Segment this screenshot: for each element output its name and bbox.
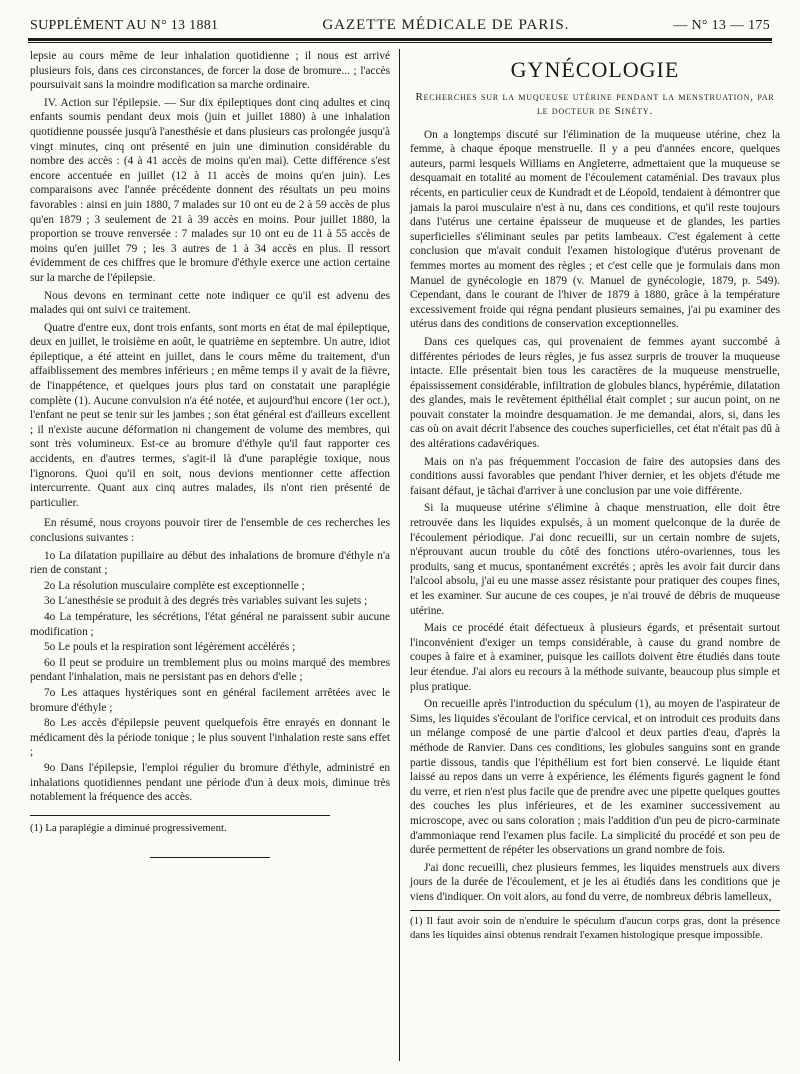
footnote-rule (30, 815, 330, 816)
paragraph: On a longtemps discuté sur l'élimination de la muqueuse utérine, chez la femme, à chaque époque menstruelle. Il y a peu d'années encore, quelques auteurs, parmi lesquels Williams en Angleterre, admettaient que la muqueuse se desquamait en totalité au moment de l'écoulement cataménial. Des travaux plus récents, en particulier ceux de Kundradt et de Léopold, tendaient à démontrer que jamais la paroi musculaire n'est à nu, dans ces conditions, et qu'il reste toujours dans l'utérus une certaine épaisseur de muqueuse et de glandes, les parties superficielles s'éliminant seules par petits lambeaux. C'est également à cette conclusion que m'avait conduit l'examen histologique d'utérus provenant de femmes mortes au moment des règles ; et c'est celle que je formulais dans mon Manuel de gynécologie en 1879 (v. Manuel de gynécologie, 1879, p. 549). Cependant, dans le courant de l'hiver de 1879 à 1880, grâce à la température excessivement froide qui régna pendant plusieurs semaines, j'ai pu examiner des utérus dans des conditions de conservation exceptionnelles. (410, 128, 780, 331)
paragraph: Dans ces quelques cas, qui provenaient de femmes ayant succombé à différentes périodes de leurs règles, je fus assez surpris de trouver la muqueuse intacte. Elle présentait bien tous les caractères de la muqueuse menstruelle, épaississement considérable, infiltration de globules blancs, hypérémie, dilatation des glandes, mais le revêtement épithélial était complet ; sur aucun point, on ne pouvait constater la moindre desquamation. Je me demandai, alors, si, dans les cas où on avait décrit l'absence des couches superficielles, cet état n'était pas dû à des altérations cadavériques. (410, 335, 780, 451)
header-rule-thin (28, 42, 772, 43)
conclusion-item: 7o Les attaques hystériques sont en général facilement arrêtées avec le bromure d'éthyle ; (30, 686, 390, 714)
article-subtitle: Recherches sur la muqueuse utérine pendant la menstruation, par le docteur de Sinéty. (415, 90, 775, 117)
running-header (30, 12, 770, 34)
left-column (30, 49, 390, 858)
paragraph: IV. Action sur l'épilepsie. — Sur dix épileptiques dont cinq adultes et cinq enfants soumis pendant deux mois (juin et juillet 1880) à une inhalation quotidienne poussée jusqu'à l'anesthésie et dans plusieurs cas prolongée jusqu'à vingt minutes, cinq ont présenté en juin une diminution considérable du nombre des accès : (4 à 41 accès de moins qu'en mai). Cette différence s'est encore accentuée en juillet (12 à 11 accès de moins qu'en juin). Les comparaisons avec l'année précédente donnent des résultats un peu moins favorables : ainsi en juin 1880, 7 malades sur 10 ont eu de 2 à 59 accès de plus qu'en 1879 ; 3 seulement de 21 à 39 accès en moins. Pour juillet 1880, la proportion se trouve renversée : 7 malades sur 10 ont eu de 11 à 55 accès de moins qu'en juillet 79 ; les 3 autres de 1 à 34 accès en plus. Il ressort évidemment de ces chiffres que le bromure d'éthyle exerce une action certaine sur la marche de l'épilepsie. (30, 96, 390, 284)
end-rule (150, 857, 270, 858)
paragraph: On recueille après l'introduction du spéculum (1), au moyen de l'aspirateur de Sims, les liquides s'écoulant de l'orifice cervical, et on introduit ces produits dans un mélange composé de une partie d'alcool et deux parties d'eau, d'après la méthode de Ranvier. Dans ces conditions, les globules sanguins sont en grande partie dissous, tandis que l'épithélium est fort bien conservé. Le liquide étant laissé au repos dans un verre à expérience, les éléments figurés gagnent le fond du verre, et rien n'est plus facile que de prendre avec une pipette quelques gouttes des couches les plus inférieures, et de les examiner successivement au microscope, avec ou sans coloration ; mais l'addition d'un peu de picro-carminate d'ammoniaque rend l'examen plus facile. La simplicité du procédé et son peu de durée permettent de répéter les observations un grand nombre de fois. (410, 698, 780, 857)
header-left: SUPPLÉMENT AU N° 13 1881 (30, 18, 219, 33)
conclusion-item: 6o Il peut se produire un tremblement plus ou moins marqué des membres pendant l'inhalation, mais ne persistant pas en dehors d'elle ; (30, 656, 390, 684)
header-journal-title: GAZETTE MÉDICALE DE PARIS. (322, 17, 570, 33)
conclusions-list (30, 549, 390, 805)
header-rule-thick (28, 38, 772, 41)
conclusion-item: 2o La résolution musculaire complète est exceptionnelle ; (44, 579, 305, 592)
paragraph: Quatre d'entre eux, dont trois enfants, sont morts en état de mal épileptique, deux en juillet, le troisième en août, le quatrième en septembre. Un autre, idiot épileptique, a été atteint en juillet, dans le cours même du traitement, d'un affaiblissement des membres inférieurs ; en même temps il y avait de la fièvre, de l'inappétence, et quelques jours plus tard on constatait une paraplégie complète (1). Aucune convulsion n'a été notée, et aujourd'hui encore (1er oct.), l'enfant ne peut se tenir sur les jambes ; son état général est d'ailleurs excellent ; il n'existe aucune déformation ni changement de volume des membres, qui sont très volumineux. Est-ce au bromure d'éthyle qu'il faut rapporter ces accidents, en d'autres termes, s'agit-il là d'une paraplégie toxique, nous l'ignorons. Quoi qu'il en soit, nous devions mentionner cette affection intercurrente. Quant aux cinq autres malades, ils n'ont rien présenté de particulier. (30, 321, 390, 509)
conclusion-item: 9o Dans l'épilepsie, l'emploi régulier du bromure d'éthyle, administré en inhalations quotidiennes pendant une période d'un à deux mois, diminue très notablement la fréquence des accès. (30, 761, 390, 804)
paragraph: lepsie au cours même de leur inhalation quotidienne ; il nous est arrivé plusieurs fois, dans ces circonstances, de forcer la dose de bromure... ; l'accès poursuivait sans la moindre modification sa marche ordinaire. (30, 50, 390, 92)
conclusion-item: 8o Les accès d'épilepsie peuvent quelquefois être enrayés en donnant le médicament dès la période tonique ; le plus souvent l'inhalation reste sans effet ; (30, 717, 390, 759)
paragraph: Mais ce procédé était défectueux à plusieurs égards, et présentait surtout l'inconvénient d'exiger un temps considérable, à cause du grand nombre de coupes à faire et à examiner, puisque les caillots doivent être étudiés dans toute leur étendue. J'ai alors eu recours à la méthode suivante, beaucoup plus simple et plus pratique. (410, 622, 780, 693)
paragraph: Nous devons en terminant cette note indiquer ce qu'il est advenu des malades qui ont suivi ce traitement. (30, 289, 390, 317)
header-page-number: — N° 13 — 175 (673, 18, 770, 33)
footnote: (1) Il faut avoir soin de n'enduire le spéculum d'aucun corps gras, dont la présence dans les liquides ainsi obtenus rendrait l'examen histologique presque impossible. (410, 915, 780, 941)
paragraph: En résumé, nous croyons pouvoir tirer de l'ensemble de ces recherches les conclusions suivantes : (30, 517, 390, 544)
conclusion-item: 3o L'anesthésie se produit à des degrés très variables suivant les sujets ; (44, 595, 368, 608)
right-column (410, 49, 780, 942)
paragraph: Mais on n'a pas fréquemment l'occasion de faire des autopsies dans des conditions aussi favorables que pendant l'hiver dernier, et les objets d'étude me faisant défaut, je tâchai d'arriver à une conclusion par une voie différente. (410, 455, 780, 497)
paragraph: Si la muqueuse utérine s'élimine à chaque menstruation, elle doit être retrouvée dans les liquides expulsés, à un moment quelconque de la durée de l'écoulement périodique. J'ai donc recueilli, sur un certain nombre de sujets, n'éprouvant aucun trouble du côté des fonctions utéro-ovariennes, tous les produits, sang et mucus, spontanément excrétés ; après les avoir fait durcir dans l'alcool absolu, j'ai eu une masse assez résistante pour pratiquer des coupes fines, et les examiner. Sur aucune de ces coupes, je n'ai trouvé de débris de muqueuse utérine. (410, 502, 780, 617)
column-divider (399, 49, 400, 1061)
section-title: GYNÉCOLOGIE (510, 57, 680, 82)
conclusion-item: 1o La dilatation pupillaire au début des inhalations de bromure d'éthyle n'a rien de constant ; (30, 549, 390, 577)
footnote-rule (410, 910, 780, 911)
conclusion-item: 4o La température, les sécrétions, l'état général ne paraissent subir aucune modification ; (30, 610, 390, 638)
paragraph: J'ai donc recueilli, chez plusieurs femmes, les liquides menstruels aux divers jours de la durée de l'écoulement, et je les ai étudiés dans les conditions que je viens d'indiquer. On voit alors, au fond du verre, de nombreux débris lamelleux, (410, 861, 780, 903)
footnote: (1) La paraplégie a diminué progressivement. (30, 821, 227, 834)
conclusion-item: 5o Le pouls et la respiration sont légèrement accélérés ; (44, 641, 296, 654)
